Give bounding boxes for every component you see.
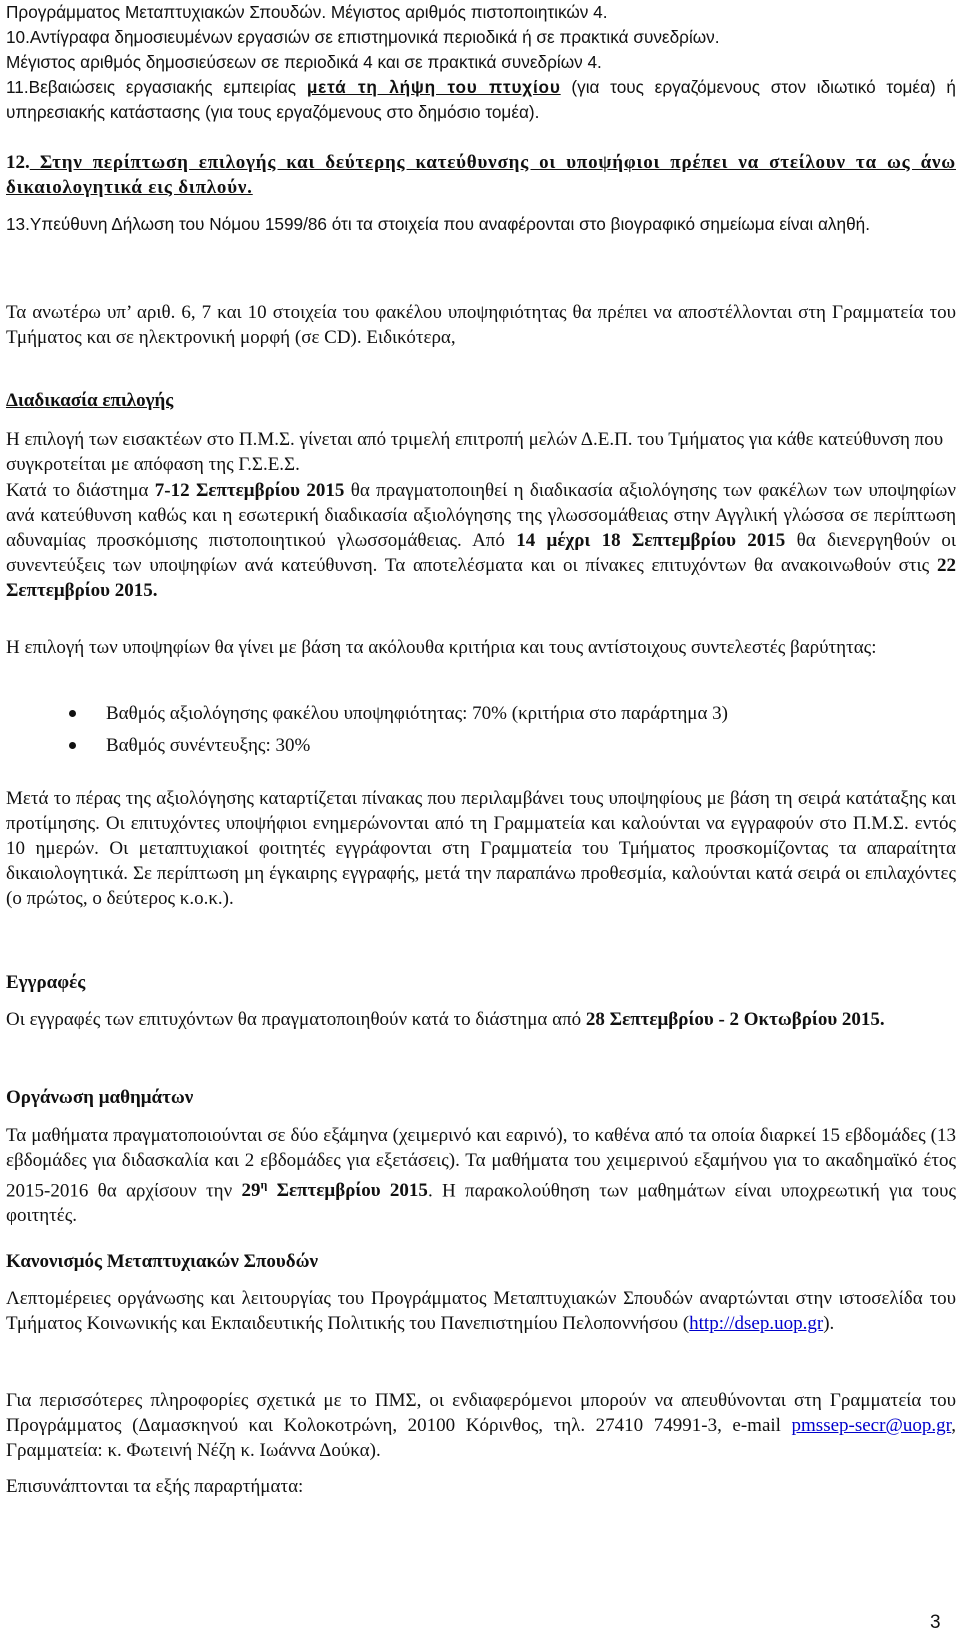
page-number: 3 bbox=[930, 1612, 941, 1633]
electronic-submission-note: Τα ανωτέρω υπ’ αριθ. 6, 7 και 10 στοιχεία του φακέλου υποψηφιότητας θα πρέπει να αποστέλλονται στη Γραμματεία του Τμήματος και σε ηλεκτρονική μορφή (σε CD). Ειδικότερα, bbox=[6, 302, 956, 348]
evaluation-dates: 7-12 Σεπτεμβρίου 2015 bbox=[154, 480, 345, 501]
selection-committee-paragraph: Η επιλογή των εισακτέων στο Π.Μ.Σ. γίνεται από τριμελή επιτροπή μελών Δ.Ε.Π. του Τμήματος για κάθε κατεύθυνση που συγκροτείται με απόφαση της Γ.Σ.Ε.Σ. bbox=[6, 429, 944, 475]
annexes-intro: Επισυνάπτονται τα εξής παραρτήματα: bbox=[6, 1476, 304, 1497]
regulation-paragraph: Λεπτομέρειες οργάνωσης και λειτουργίας του Προγράμματος Μεταπτυχιακών Σπουδών αναρτώνται στην ιστοσελίδα του Τμήματος Κοινωνικής και Εκπαιδευτικής Πολιτικής του Πανεπιστημίου Πελοποννήσου (http://dsep.uop.gr). bbox=[6, 1288, 956, 1334]
item-10: 10.Αντίγραφα δημοσιευμένων εργασιών σε επιστημονικά περιοδικά ή σε πρακτικά συνεδρίων. bbox=[6, 27, 720, 47]
item-12: 12. Στην περίπτωση επιλογής και δεύτερης κατεύθυνσης οι υποψήφιοι πρέπει να στείλουν τα ως άνω δικαιολογητικά εις διπλούν. bbox=[6, 152, 956, 198]
selection-heading: Διαδικασία επιλογής bbox=[6, 390, 174, 411]
registration-paragraph: Οι εγγραφές των επιτυχόντων θα πραγματοποιηθούν κατά το διάστημα από 28 Σεπτεμβρίου - 2 Οκτωβρίου 2015. bbox=[6, 1009, 885, 1030]
registration-heading: Εγγραφές bbox=[6, 972, 86, 993]
list-item: Βαθμός συνέντευξης: 30% bbox=[6, 733, 956, 765]
item-12-underlined-text: Στην περίπτωση επιλογής και δεύτερης κατεύθυνσης οι υποψήφιοι πρέπει να στείλουν τα ως άνω δικαιολογητικά εις διπλούν. bbox=[6, 152, 956, 198]
criteria-intro: Η επιλογή των υποψηφίων θα γίνει με βάση τα ακόλουθα κριτήρια και τους αντίστοιχους συντελεστές βαρύτητας: bbox=[6, 637, 877, 658]
programme-certificates-line: Προγράμματος Μεταπτυχιακών Σπουδών. Μέγιστος αριθμός πιστοποιητικών 4. bbox=[6, 2, 608, 22]
interview-dates: 14 μέχρι 18 Σεπτεμβρίου 2015 bbox=[516, 530, 786, 551]
after-degree-emphasis: μετά τη λήψη του πτυχίου bbox=[306, 77, 561, 97]
course-start-date: $29^\eta$ Σεπτεμβρίου 2015 bbox=[241, 1178, 428, 1202]
bullet-icon bbox=[69, 742, 76, 749]
department-website-link[interactable]: http://dsep.uop.gr bbox=[689, 1313, 824, 1334]
ranking-paragraph: Μετά το πέρας της αξιολόγησης καταρτίζεται πίνακας που περιλαμβάνει τους υποψηφίους με βάση τη σειρά κατάταξης και προτίμησης. Οι επιτυχόντες υποψήφιοι ενημερώνονται από τη Γραμματεία και καλούνται να εγγραφούν στο Π.Μ.Σ. εντός 10 ημερών. Οι μεταπτυχιακοί φοιτητές εγγράφονται στη Γραμματεία του Τμήματος προσκομίζοντας τα απαραίτητα δικαιολογητικά. Σε περίπτωση μη έγκαιρης εγγραφής, μετά την παραπάνω προθεσμία, καλούνται κατά σειρά οι επιλαχόντες (ο πρώτος, ο δεύτερος κ.ο.κ.). bbox=[6, 788, 956, 909]
criteria-list bbox=[6, 701, 956, 765]
selection-timeline-paragraph: Κατά το διάστημα 7-12 Σεπτεμβρίου 2015 θα πραγματοποιηθεί η διαδικασία αξιολόγησης των φακέλων των υποψηφίων ανά κατεύθυνση καθώς και η εσωτερική διαδικασία αξιολόγησης της γλωσσομάθειας στην Αγγλική γλώσσα σε περίπτωση αδυναμίας προσκόμισης πιστοποιητικού γλωσσομάθειας. Από 14 μέχρι 18 Σεπτεμβρίου 2015 θα διενεργηθούν οι συνεντεύξεις των υποψηφίων ανά κατεύθυνση. Τα αποτελέσματα και οι πίνακες επιτυχόντων θα ανακοινωθούν στις 22 Σεπτεμβρίου 2015. bbox=[6, 480, 957, 601]
secretariat-email-link[interactable]: pmssep-secr@uop.gr bbox=[791, 1415, 952, 1436]
regulation-heading: Κανονισμός Μεταπτυχιακών Σπουδών bbox=[6, 1251, 319, 1272]
bullet-icon bbox=[69, 710, 76, 717]
item-11: 11.Βεβαιώσεις εργασιακής εμπειρίας μετά τη λήψη του πτυχίου (για τους εργαζόμενους στον ιδιωτικό τομέα) ή υπηρεσιακής κατάστασης (για τους εργαζόμενους στο δημόσιο τομέα). bbox=[6, 77, 956, 122]
courses-paragraph: Τα μαθήματα πραγματοποιούνται σε δύο εξάμηνα (χειμερινό και εαρινό), το καθένα από τα οποία διαρκεί 15 εβδομάδες (13 εβδομάδες για διδασκαλία και 2 εβδομάδες για εξετάσεις). Τα μαθήματα του χειμερινού εξαμήνου για το ακαδημαϊκό έτος 2015-2016 θα αρχίσουν την $29^\eta$ Σεπτεμβρίου 2015. Η παρακολούθηση των μαθημάτων είναι υποχρεωτική για τους φοιτητές. bbox=[6, 1125, 956, 1227]
courses-heading: Οργάνωση μαθημάτων bbox=[6, 1087, 194, 1108]
list-item: Βαθμός αξιολόγησης φακέλου υποψηφιότητας: 70% (κριτήρια στο παράρτημα 3) bbox=[6, 701, 956, 733]
item-10-max-publications: Μέγιστος αριθμός δημοσιεύσεων σε περιοδικά 4 και σε πρακτικά συνεδρίων 4. bbox=[6, 52, 602, 72]
contact-paragraph: Για περισσότερες πληροφορίες σχετικά με το ΠΜΣ, οι ενδιαφερόμενοι μπορούν να απευθύνονται στη Γραμματεία του Προγράμματος (Δαμασκηνού και Κολοκοτρώνη, 20100 Κόρινθος, τηλ. 27410 74991-3, e-mail pmssep-secr@uop.gr, Γραμματεία: κ. Φωτεινή Νέζη κ. Ιωάννα Δούκα). bbox=[6, 1390, 956, 1461]
item-13: 13.Υπεύθυνη Δήλωση του Νόμου 1599/86 ότι τα στοιχεία που αναφέρονται στο βιογραφικό σημείωμα είναι αληθή. bbox=[6, 214, 870, 234]
results-date: 22 Σεπτεμβρίου 2015. bbox=[6, 555, 956, 601]
registration-dates: 28 Σεπτεμβρίου - 2 Οκτωβρίου 2015. bbox=[585, 1009, 885, 1030]
